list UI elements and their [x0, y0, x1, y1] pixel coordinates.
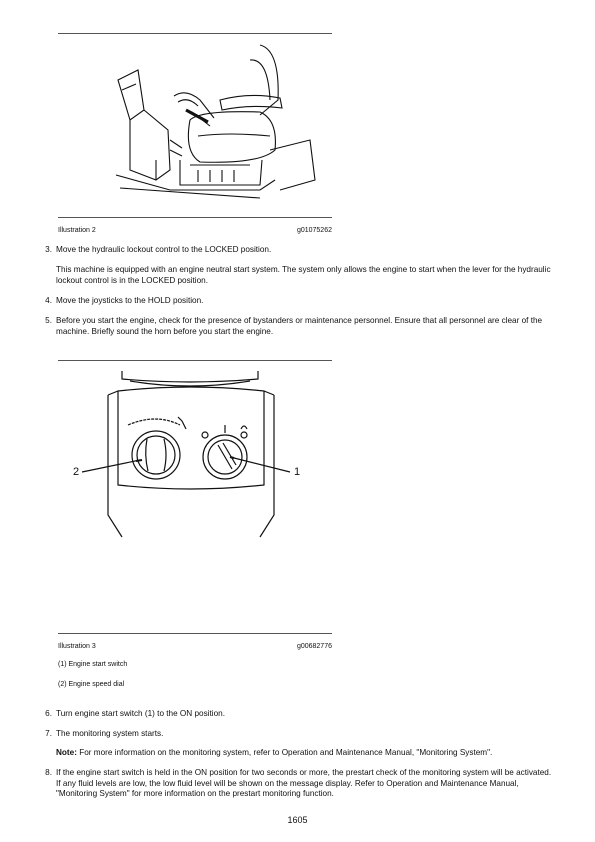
note-text: For more information on the monitoring system, refer to Operation and Maintenance Manual, "Monitoring System". [76, 748, 493, 757]
legend-item-2: (2) Engine speed dial [58, 681, 125, 688]
step-text: Move the joysticks to the HOLD position. [56, 296, 204, 305]
figure-top-rule [58, 360, 332, 361]
illustration-3-caption: Illustration 3 [58, 643, 96, 650]
figure-bottom-rule [58, 217, 332, 218]
step-number: 7. [45, 729, 52, 738]
figure-top-rule [58, 33, 332, 34]
illustration-2-drawing [110, 40, 330, 210]
step-3-note: This machine is equipped with an engine neutral start system. The system only allows the engine to start when the lever for the hydraulic lockout control is in the LOCKED position. [56, 265, 551, 285]
callout-2: 2 [73, 466, 80, 478]
step-number: 5. [45, 316, 52, 325]
note [56, 748, 556, 759]
step-text: The monitoring system starts. [56, 729, 164, 738]
callout-1: 1 [294, 466, 301, 478]
illustration-2-figure-id: g01075262 [296, 227, 332, 234]
step-number: 6. [45, 709, 52, 718]
step-number: 8. [45, 768, 52, 777]
note-label: Note: [56, 748, 77, 757]
step-number: 4. [45, 296, 52, 305]
figure-bottom-rule [58, 633, 332, 634]
step-text: Before you start the engine, check for the presence of bystanders or maintenance personnel. Ensure that all personnel are clear of the machine. Briefly sound the horn before you start the engine. [56, 316, 543, 336]
step-text: Move the hydraulic lockout control to the LOCKED position. [56, 245, 272, 254]
page-number: 1605 [287, 815, 308, 825]
step-text: Turn engine start switch (1) to the ON position. [56, 709, 225, 718]
illustration-2-caption: Illustration 2 [58, 227, 96, 234]
step-number: 3. [45, 245, 52, 254]
illustration-3-figure-id: g00682776 [296, 643, 332, 650]
step-text: If the engine start switch is held in the ON position for two seconds or more, the prestart check of the monitoring system will be activated. If any fluid levels are low, the low fluid level will be shown on the message display. Refer to Operation and Maintenance Manual, "Monitoring System" for more information on the prestart monitoring function. [56, 768, 552, 799]
illustration-3-drawing [60, 365, 332, 545]
legend-item-1: (1) Engine start switch [58, 661, 128, 668]
